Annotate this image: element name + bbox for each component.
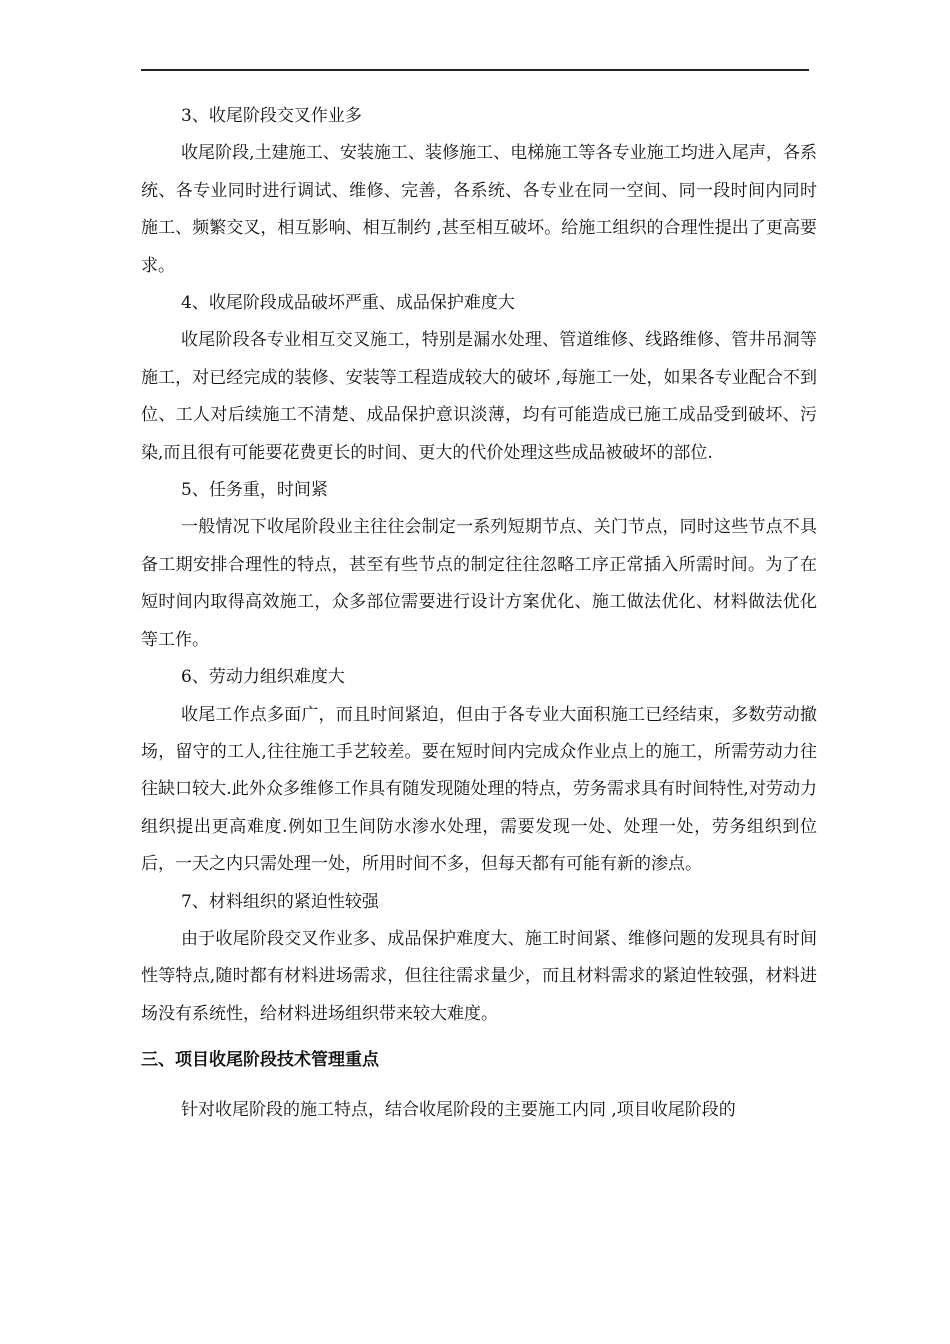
item-body-4: 收尾阶段各专业相互交叉施工，特别是漏水处理、管道维修、线路维修、管井吊洞等施工，对已经完成的装修、安装等工程造成较大的破坏 ,每施工一处，如果各专业配合不到位、工人对后续施工不清楚、成品保护意识淡薄，均有可能造成已施工成品受到破坏、污染,而且很有可能要花费更长的时间、更大的代价处理这些成品被破坏的部位. <box>141 330 817 463</box>
item-heading-7: 7、材料组织的紧迫性较强 <box>181 891 379 912</box>
section-title: 三、项目收尾阶段技术管理重点 <box>141 1050 379 1071</box>
document-body <box>141 98 817 1129</box>
item-body-3: 收尾阶段,土建施工、安装施工、装修施工、电梯施工等各专业施工均进入尾声，各系统、各专业同时进行调试、维修、完善，各系统、各专业在同一空间、同一段时间内同时施工、频繁交叉，相互影响、相互制约 ,甚至相互破坏。给施工组织的合理性提出了更高要求。 <box>141 143 817 276</box>
item-body-7: 由于收尾阶段交叉作业多、成品保护难度大、施工时间紧、维修问题的发现具有时间性等特点,随时都有材料进场需求，但往往需求量少，而且材料需求的紧迫性较强，材料进场没有系统性，给材料进场组织带来较大难度。 <box>141 928 817 1024</box>
item-heading-3: 3、收尾阶段交叉作业多 <box>181 106 362 126</box>
item-heading-6: 6、劳动力组织难度大 <box>181 667 345 688</box>
header-rule <box>141 69 809 71</box>
item-body-6: 收尾工作点多面广，而且时间紧迫，但由于各专业大面积施工已经结束，多数劳动撤场，留守的工人,往往施工手艺较差。要在短时间内完成众作业点上的施工，所需劳动力往往缺口较大.此外众多维修工作具有随发现随处理的特点，劳务需求具有时间特性,对劳动力组织提出更高难度.例如卫生间防水渗水处理，需要发现一处、处理一处，劳务组织到位后，一天之内只需处理一处，所用时间不多，但每天都有可能有新的渗点。 <box>141 704 817 875</box>
item-body-5: 一般情况下收尾阶段业主往往会制定一系列短期节点、关门节点，同时这些节点不具备工期安排合理性的特点，甚至有些节点的制定往往忽略工序正常插入所需时间。为了在短时间内取得高效施工，众多部位需要进行设计方案优化、施工做法优化、材料做法优化等工作。 <box>141 517 817 650</box>
item-heading-4: 4、收尾阶段成品破坏严重、成品保护难度大 <box>181 293 515 314</box>
closing-paragraph: 针对收尾阶段的施工特点，结合收尾阶段的主要施工内同 ,项目收尾阶段的 <box>181 1099 736 1120</box>
item-heading-5: 5、任务重，时间紧 <box>181 480 328 501</box>
